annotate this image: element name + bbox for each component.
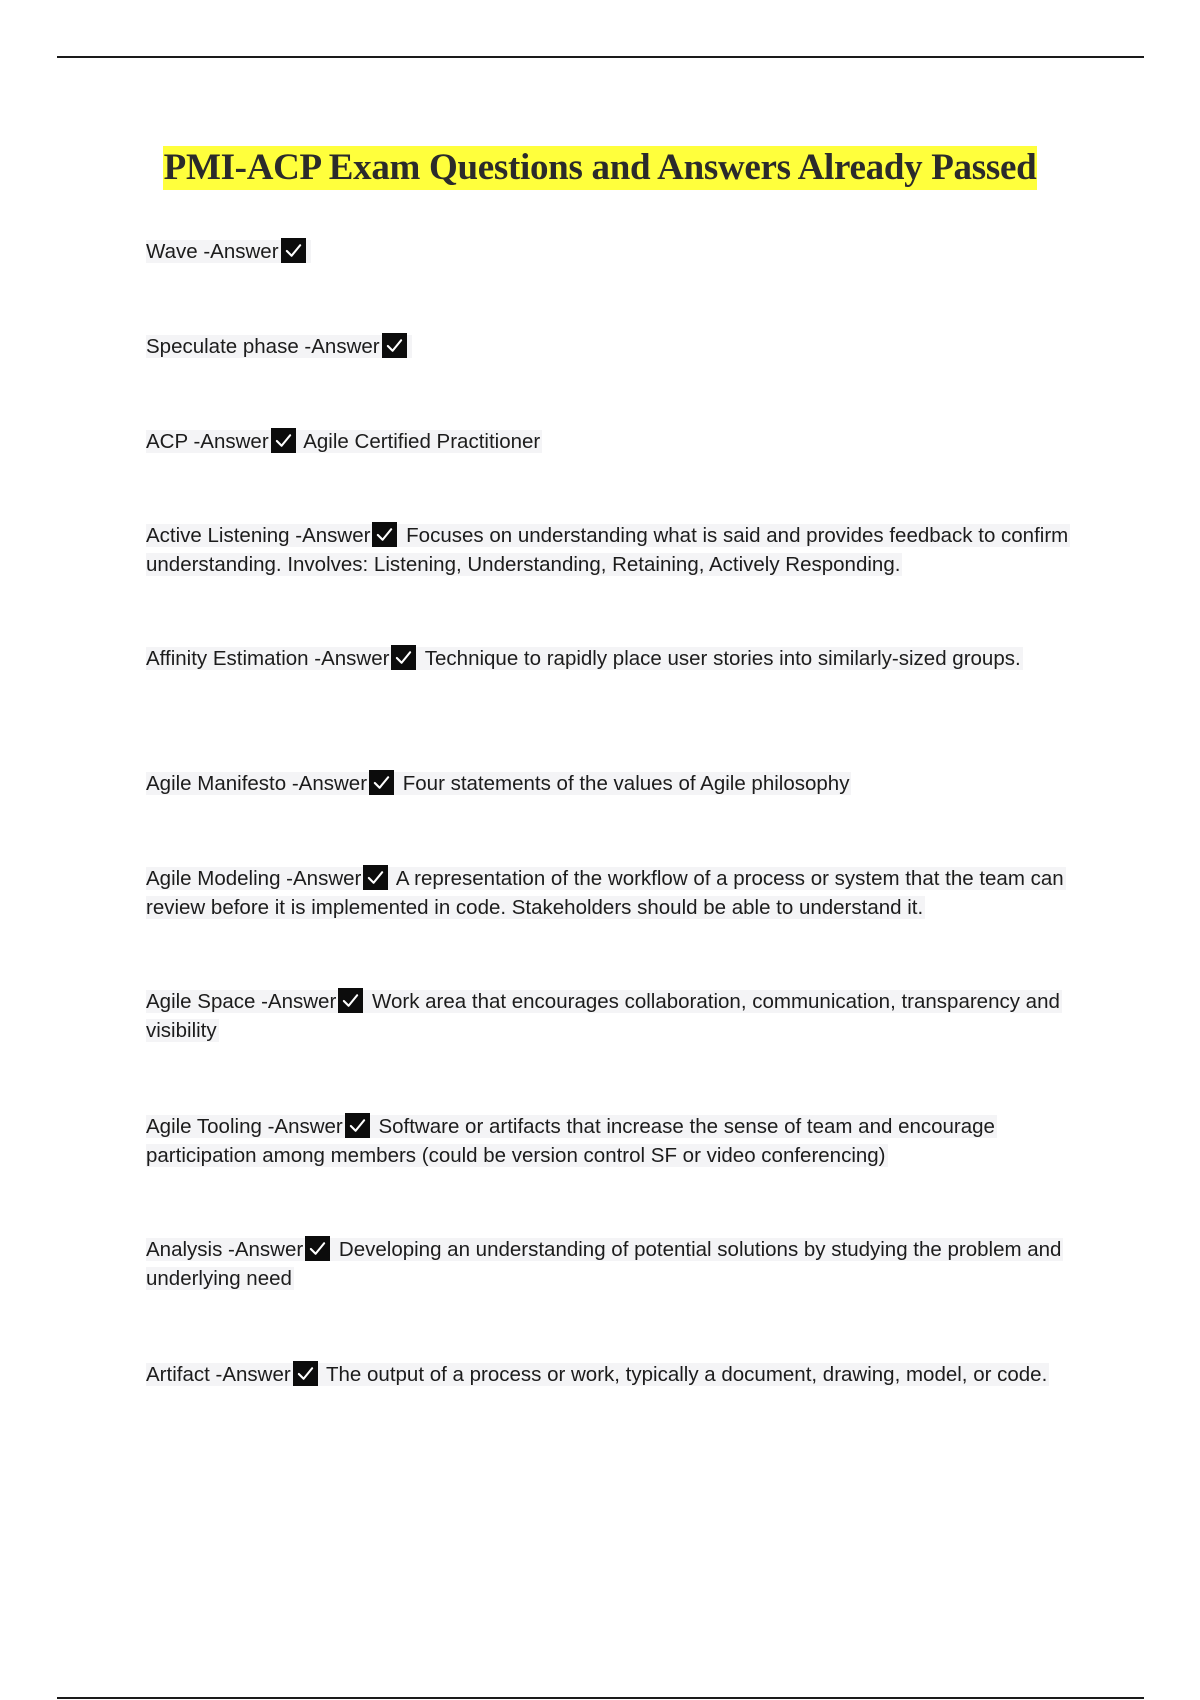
bottom-rule bbox=[57, 1697, 1144, 1699]
entry bbox=[146, 987, 1096, 1045]
entry bbox=[146, 1360, 1096, 1389]
entry bbox=[146, 237, 1096, 266]
check-box-icon bbox=[372, 522, 397, 547]
entry bbox=[146, 1112, 1096, 1170]
entry-definition: A representation of the workflow of a process or system that the team can review before it is implemented in code. Stakeholders should be able to understand it. bbox=[146, 867, 1064, 919]
entry-term: Artifact -Answer bbox=[146, 1363, 291, 1386]
entry-definition: Software or artifacts that increase the sense of team and encourage participation among members (could be version control SF or video conferencing) bbox=[146, 1115, 995, 1167]
check-box-icon bbox=[363, 865, 388, 890]
check-box-icon bbox=[271, 428, 296, 453]
entry-definition: Agile Certified Practitioner bbox=[298, 430, 541, 453]
document-title: PMI-ACP Exam Questions and Answers Already Passed bbox=[163, 147, 1037, 188]
check-box-icon bbox=[293, 1361, 318, 1386]
entry bbox=[146, 644, 1096, 673]
entry bbox=[146, 864, 1096, 922]
check-box-icon bbox=[305, 1236, 330, 1261]
entry-definition: Focuses on understanding what is said and provides feedback to confirm understanding. Involves: Listening, Understanding, Retaining, Actively Responding. bbox=[146, 524, 1069, 576]
check-box-icon bbox=[369, 770, 394, 795]
check-box-icon bbox=[382, 333, 407, 358]
entry-definition: Technique to rapidly place user stories into similarly-sized groups. bbox=[419, 647, 1021, 670]
entry-definition: The output of a process or work, typically a document, drawing, model, or code. bbox=[320, 1363, 1048, 1386]
entry-term: Speculate phase -Answer bbox=[146, 335, 380, 358]
check-box-icon bbox=[281, 238, 306, 263]
entry bbox=[146, 332, 1096, 361]
entry-definition: Developing an understanding of potential solutions by studying the problem and underlying need bbox=[146, 1238, 1062, 1290]
entry bbox=[146, 1235, 1096, 1293]
top-rule bbox=[57, 56, 1144, 58]
entry-term: Affinity Estimation -Answer bbox=[146, 647, 390, 670]
check-box-icon bbox=[338, 988, 363, 1013]
entry-term: Agile Space -Answer bbox=[146, 990, 337, 1013]
title-wrap bbox=[0, 146, 1200, 190]
entry-term: Active Listening -Answer bbox=[146, 524, 371, 547]
entry-term: ACP -Answer bbox=[146, 430, 269, 453]
entry-term: Agile Tooling -Answer bbox=[146, 1115, 343, 1138]
entry-term: Wave -Answer bbox=[146, 240, 279, 263]
entry bbox=[146, 521, 1096, 579]
entry-definition: Four statements of the values of Agile philosophy bbox=[397, 772, 850, 795]
entry-term: Agile Manifesto -Answer bbox=[146, 772, 368, 795]
check-box-icon bbox=[345, 1113, 370, 1138]
entry-term: Analysis -Answer bbox=[146, 1238, 304, 1261]
entry bbox=[146, 769, 1096, 798]
check-box-icon bbox=[391, 645, 416, 670]
entry-term: Agile Modeling -Answer bbox=[146, 867, 362, 890]
entry-definition: Work area that encourages collaboration, communication, transparency and visibility bbox=[146, 990, 1060, 1042]
entry bbox=[146, 427, 1096, 456]
